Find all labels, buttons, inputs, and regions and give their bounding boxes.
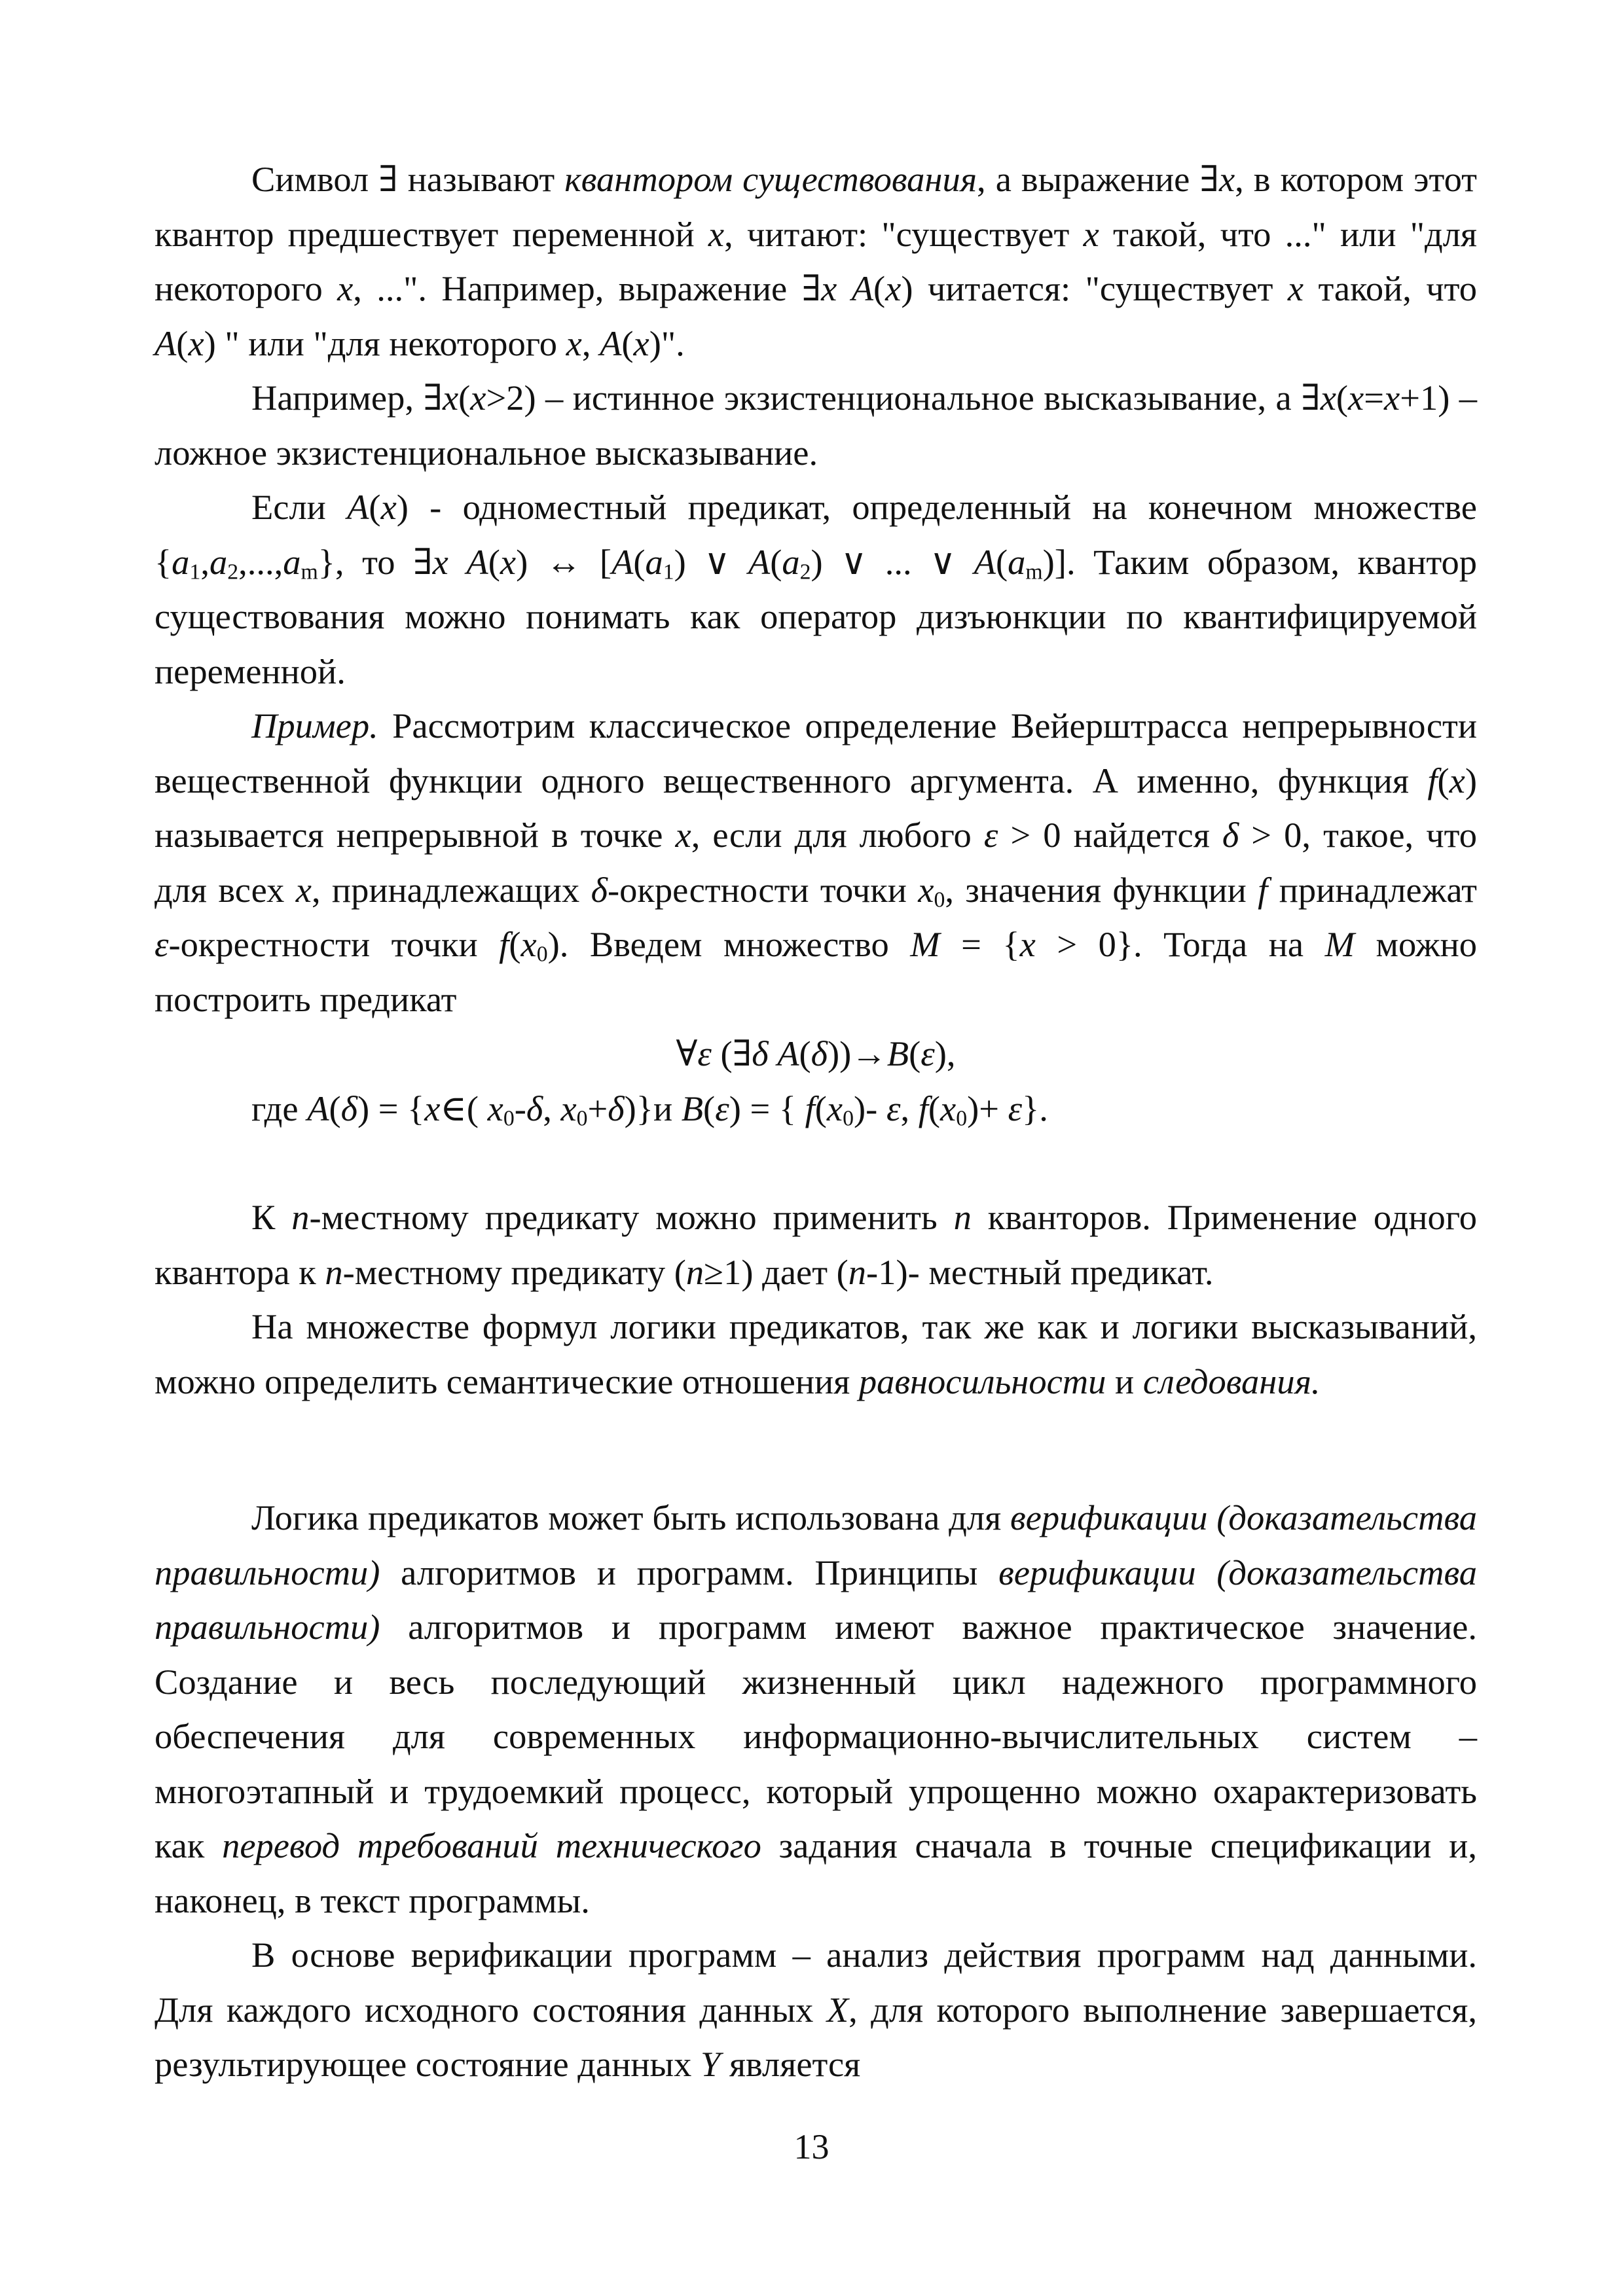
page-body <box>155 152 1477 2092</box>
paragraph-n-place-predicate: К n-местному предикату можно применить n кванторов. Применение одного квантора к n-местному предикату (n≥1) дает (n-1)- местный предикат. <box>155 1197 1478 1292</box>
paragraph-set-definitions: где A(δ) = {x∈( $x_0-\delta$, $x_0+\delta)\}и$ B(ε) = { $f(x_0)-$ ε, $f(x_0)+ \varepsilon$}. <box>251 1088 1048 1130</box>
paragraph-finite-set-disjunction: Если A(x) - одноместный предикат, определенный на конечном множестве $\{a_1,a_2,...,a_m\}$, то ∃x A(x) ↔ [$A(a_1)$ ∨ $A(a_2)$ ∨ ... ∨ $A(a_m)$]. Таким образом, квантор существования можно понимать как оператор дизъюнкции по квантифицируемой переменной. <box>155 487 1477 691</box>
spacer <box>155 1408 1477 1490</box>
spacer <box>155 1136 1477 1190</box>
paragraph-semantic-relations: На множестве формул логики предикатов, так же как и логики высказываний, можно определить семантические отношения равносильности и следования. <box>155 1306 1477 1401</box>
page-number: 13 <box>793 2127 830 2166</box>
paragraph-verification-basis: В основе верификации программ – анализ действия программ над данными. Для каждого исходного состояния данных X, для которого выполнение завершается, результирующее состояние данных Y является <box>155 1935 1477 2084</box>
paragraph-weierstrass-example: Пример. Рассмотрим классическое определение Вейерштрасса непрерывности вещественной функции одного вещественного аргумента. А именно, функция f(x) называется непрерывной в точке x, если для любого ε > 0 найдется δ > 0, такое, что для всех x, принадлежащих δ-окрестности точки $x_0$, значения функции f принадлежат ε-окрестности точки $f(x_0)$. Введем множество M = {x > 0}. Тогда на M можно построить предикат <box>155 706 1478 1019</box>
paragraph-existential-quantifier: Символ ∃ называют квантором существования, а выражение ∃x, в котором этот квантор предшествует переменной x, читают: "существует x такой, что ..." или "для некоторого x, ...". Например, выражение ∃x A(x) читается: "существует x такой, что A(x) " или "для некоторого x, A(x)". <box>155 159 1478 363</box>
paragraph-existential-examples: Например, ∃x(x>2) – истинное экзистенциональное высказывание, а ∃x(x=x+1) – ложное экзистенциональное высказывание. <box>155 378 1477 473</box>
paragraph-program-verification: Логика предикатов может быть использована для верификации (доказательства правильности) алгоритмов и программ. Принципы верификации (доказательства правильности) алгоритмов и программ имеют важное практическое значение. Создание и весь последующий жизненный цикл надежного программного обеспечения для современных информационно-вычислительных систем – многоэтапный и трудоемкий процесс, который упрощенно можно охарактеризовать как перевод требований технического задания сначала в точные спецификации и, наконец, в текст программы. <box>155 1498 1477 1920</box>
formula-continuity-predicate: ∀ε (∃δ A(δ))→B(ε), <box>676 1033 956 1073</box>
